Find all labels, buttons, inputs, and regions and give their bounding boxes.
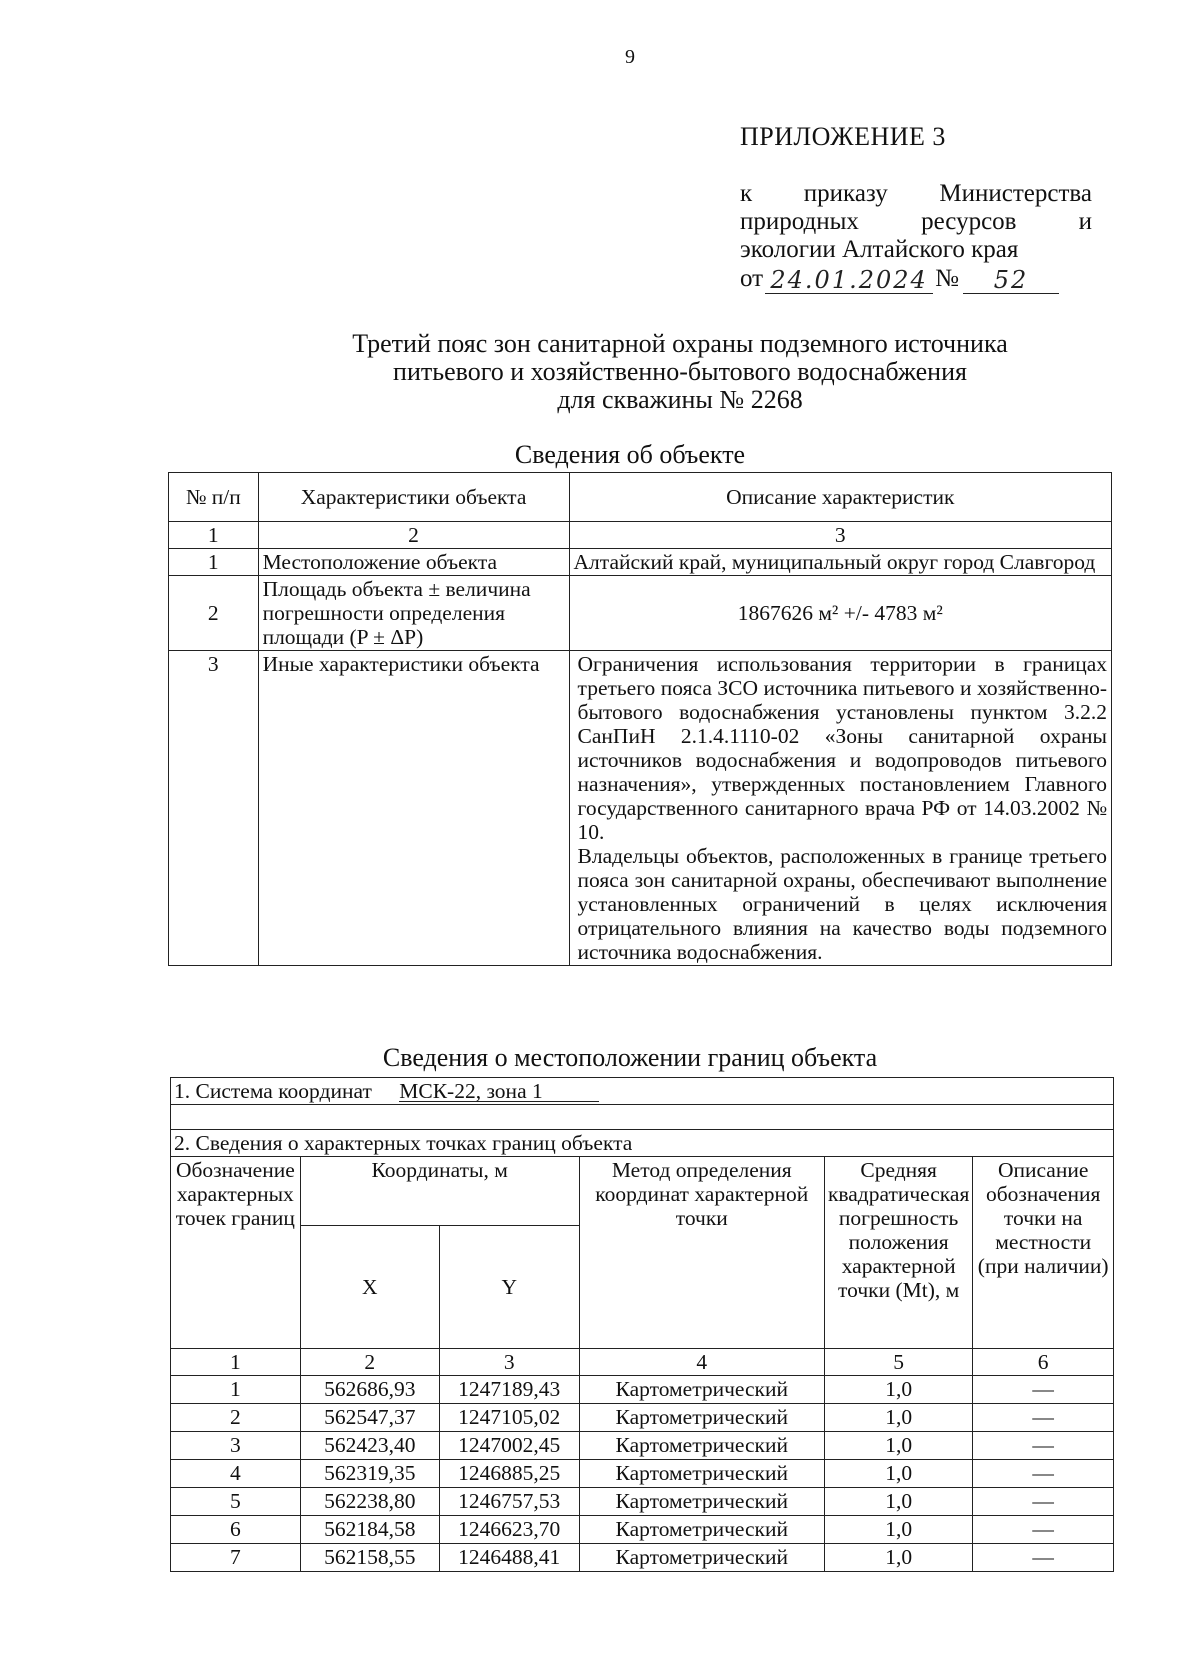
point-error: 1,0 [824, 1516, 972, 1544]
points-label-cell: 2. Сведения о характерных точках границ объекта [171, 1130, 1114, 1157]
point-description: — [973, 1376, 1114, 1404]
point-description: — [973, 1516, 1114, 1544]
point-error: 1,0 [824, 1460, 972, 1488]
appendix-line: к приказу Министерства [740, 180, 1092, 207]
appendix-title: ПРИЛОЖЕНИЕ 3 [740, 122, 946, 151]
table-header-row [169, 473, 1112, 522]
table-row [171, 1376, 1114, 1404]
index-row [169, 522, 1112, 549]
point-method: Картометрический [579, 1544, 824, 1572]
page-number: 9 [625, 46, 635, 68]
point-error: 1,0 [824, 1544, 972, 1572]
table-row [171, 1404, 1114, 1432]
header-y: Y [439, 1226, 579, 1349]
point-x: 562547,37 [300, 1404, 439, 1432]
number-label: № [935, 265, 959, 292]
point-error: 1,0 [824, 1432, 972, 1460]
point-x: 562238,80 [300, 1488, 439, 1516]
row-number: 3 [169, 651, 259, 966]
point-description: — [973, 1404, 1114, 1432]
from-label: от [740, 265, 764, 292]
point-method: Картометрический [579, 1376, 824, 1404]
point-description: — [973, 1488, 1114, 1516]
row-value-paragraph: Ограничения использования территории в границах третьего пояса ЗСО источника питьевого и хозяйственно-бытового водоснабжения установлены пунктом 3.2.2 СанПиН 2.1.4.1110-02 «Зоны санитарной охраны источников водоснабжения и водопроводов питьевого назначения», утвержденных постановлением Главного государственного санитарного врача РФ от 14.03.2002 № 10. [577, 652, 1107, 844]
point-id: 4 [171, 1460, 301, 1488]
point-y: 1247189,43 [439, 1376, 579, 1404]
point-method: Картометрический [579, 1516, 824, 1544]
index-cell: 3 [569, 522, 1111, 549]
index-cell: 6 [973, 1349, 1114, 1376]
row-name: Иные характеристики объекта [258, 651, 569, 966]
points-body [171, 1376, 1114, 1572]
table-row [171, 1460, 1114, 1488]
point-id: 1 [171, 1376, 301, 1404]
header-cell: № п/п [169, 473, 259, 522]
blank-row [171, 1105, 1114, 1130]
point-id: 2 [171, 1404, 301, 1432]
appendix-line: природных ресурсов и [740, 208, 1092, 235]
object-info-table [168, 472, 1112, 966]
header-cell: Описание характеристик [569, 473, 1111, 522]
index-cell: 2 [258, 522, 569, 549]
header-description: Описание обозначения точки на местности (при наличии) [973, 1157, 1114, 1349]
coord-system-value: МСК-22, зона 1 [399, 1081, 599, 1102]
coord-system-cell [171, 1078, 1114, 1105]
index-cell: 4 [579, 1349, 824, 1376]
point-x: 562158,55 [300, 1544, 439, 1572]
coord-system-row [171, 1078, 1114, 1105]
header-method: Метод определения координат характерной точки [579, 1157, 824, 1349]
row-value: 1867626 м² +/- 4783 м² [569, 576, 1111, 651]
title-line: питьевого и хозяйственно-бытового водоснабжения [393, 357, 967, 386]
title-line: для скважины № 2268 [557, 385, 803, 414]
header-error: Средняя квадратическая погрешность положения характерной точки (Mt), м [824, 1157, 972, 1349]
point-x: 562423,40 [300, 1432, 439, 1460]
index-cell: 5 [824, 1349, 972, 1376]
row-number: 2 [169, 576, 259, 651]
handwritten-number: 52 [963, 267, 1059, 294]
point-x: 562319,35 [300, 1460, 439, 1488]
point-y: 1247002,45 [439, 1432, 579, 1460]
appendix-line: экологии Алтайского края [740, 236, 1019, 263]
row-value [569, 651, 1111, 966]
row-name: Местоположение объекта [258, 549, 569, 576]
point-error: 1,0 [824, 1376, 972, 1404]
table-row [171, 1516, 1114, 1544]
points-label-row [171, 1130, 1114, 1157]
header-coords: Координаты, м [300, 1157, 579, 1226]
header-cell: Характеристики объекта [258, 473, 569, 522]
row-value-paragraph: Владельцы объектов, расположенных в границе третьего пояса зон санитарной охраны, обеспечивают выполнение установленных ограничений в целях исключения отрицательного влияния на качество воды подземного источника водоснабжения. [577, 844, 1107, 964]
object-info-heading: Сведения об объекте [514, 440, 746, 469]
point-id: 5 [171, 1488, 301, 1516]
index-row [171, 1349, 1114, 1376]
point-id: 3 [171, 1432, 301, 1460]
table-row [169, 576, 1112, 651]
document-title [200, 330, 1160, 414]
point-y: 1246623,70 [439, 1516, 579, 1544]
point-method: Картометрический [579, 1460, 824, 1488]
point-description: — [973, 1460, 1114, 1488]
point-id: 7 [171, 1544, 301, 1572]
index-cell: 1 [171, 1349, 301, 1376]
table-row [169, 549, 1112, 576]
point-description: — [973, 1544, 1114, 1572]
index-cell: 1 [169, 522, 259, 549]
row-number: 1 [169, 549, 259, 576]
point-method: Картометрический [579, 1404, 824, 1432]
table-row [171, 1544, 1114, 1572]
index-cell: 3 [439, 1349, 579, 1376]
point-error: 1,0 [824, 1404, 972, 1432]
row-name: Площадь объекта ± величина погрешности определения площади (P ± ΔP) [258, 576, 569, 651]
table-row [169, 651, 1112, 966]
index-cell: 2 [300, 1349, 439, 1376]
header-designation: Обозначение характерных точек границ [171, 1157, 301, 1349]
point-y: 1246757,53 [439, 1488, 579, 1516]
boundary-info-heading: Сведения о местоположении границ объекта [382, 1043, 878, 1072]
title-line: Третий пояс зон санитарной охраны подземного источника [352, 329, 1008, 358]
point-error: 1,0 [824, 1488, 972, 1516]
table-row [171, 1488, 1114, 1516]
table-row [171, 1432, 1114, 1460]
boundary-points-table [170, 1077, 1114, 1572]
order-date-line [740, 264, 1092, 294]
appendix-block [740, 122, 1092, 294]
point-method: Картометрический [579, 1488, 824, 1516]
row-value: Алтайский край, муниципальный округ город Славгород [569, 549, 1111, 576]
handwritten-date: 24.01.2024 [765, 267, 933, 294]
blank-cell [171, 1105, 1114, 1130]
point-x: 562184,58 [300, 1516, 439, 1544]
point-method: Картометрический [579, 1432, 824, 1460]
table-header-row [171, 1157, 1114, 1226]
header-x: X [300, 1226, 439, 1349]
point-description: — [973, 1432, 1114, 1460]
point-y: 1246488,41 [439, 1544, 579, 1572]
point-y: 1247105,02 [439, 1404, 579, 1432]
point-id: 6 [171, 1516, 301, 1544]
point-y: 1246885,25 [439, 1460, 579, 1488]
point-x: 562686,93 [300, 1376, 439, 1404]
coord-system-label: 1. Система координат [174, 1079, 372, 1103]
